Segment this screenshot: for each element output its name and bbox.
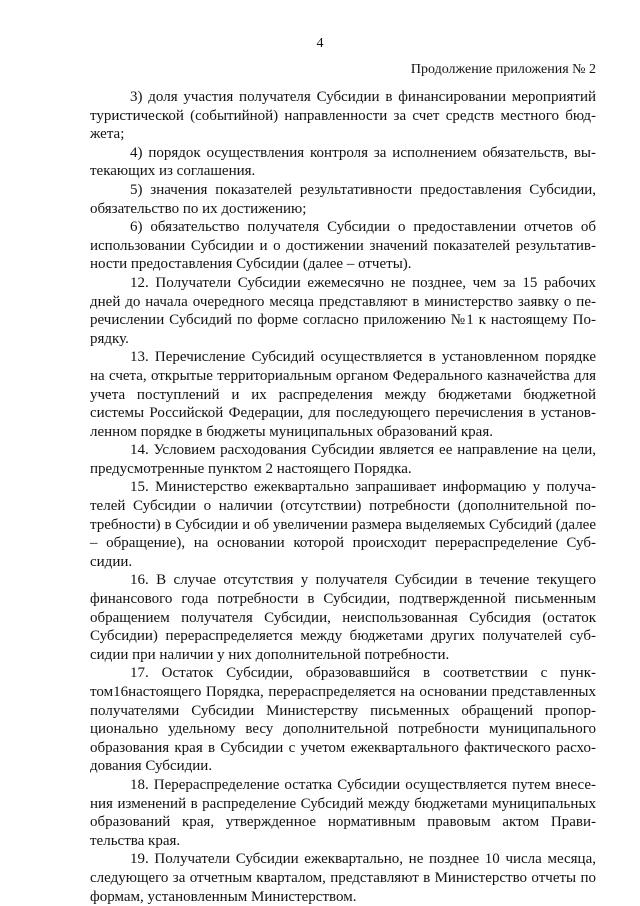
document-body bbox=[90, 88, 596, 906]
appendix-continuation-label: Продолжение приложения № 2 bbox=[410, 62, 596, 77]
paragraph-clause-18: 18. Перераспределение остатка Субсидии осуществляется путем внесения изменений в распределение Субсидий между бюджетами муниципальных образований края, утвержденное нормативным правовым актом Правительства края. bbox=[90, 776, 596, 849]
paragraph-clause-19: 19. Получатели Субсидии ежеквартально, не позднее 10 числа месяца, следующего за отчетным кварталом, представляют в Министерство отчеты по формам, установленным Министерством. bbox=[90, 851, 596, 905]
paragraph-item-3: 3) доля участия получателя Субсидии в финансировании мероприятий туристической (событийной) направленности за счет средств местного бюджета; bbox=[90, 89, 596, 143]
paragraph-item-6: 6) обязательство получателя Субсидии о предоставлении отчетов об использовании Субсидии и о достижении значений показателей результативности предоставления Субсидии (далее – отчеты). bbox=[90, 219, 596, 273]
page-number: 4 bbox=[316, 36, 324, 51]
paragraph-clause-13: 13. Перечисление Субсидий осуществляется в установленном порядке на счета, открытые территориальным органом Федерального казначейства для учета поступлений и их распределения между бюджетами бюджетной системы Российской Федерации, для последующего перечисления в установленном порядке в бюджеты муниципальных образований края. bbox=[90, 349, 596, 440]
paragraph-clause-15: 15. Министерство ежеквартально запрашивает информацию у получателей Субсидии о наличии (отсутствии) потребности (дополнительной потребности) в Субсидии и об увеличении размера выделяемых Субсидий (далее – обращение), на основании которой происходит перераспределение Субсидии. bbox=[90, 479, 596, 570]
paragraph-item-5: 5) значения показателей результативности предоставления Субсидии, обязательство по их достижению; bbox=[90, 181, 596, 217]
paragraph-clause-17: 17. Остаток Субсидии, образовавшийся в соответствии с пунктом16настоящего Порядка, перераспределяется на основании представленных получателями Субсидии Министерству письменных обращений пропорционально удельному весу дополнительной потребности муниципального образования края в Субсидии с учетом ежеквартального фактического расходования Субсидии. bbox=[90, 665, 596, 775]
paragraph-clause-14: 14. Условием расходования Субсидии является ее направление на цели, предусмотренные пунктом 2 настоящего Порядка. bbox=[90, 442, 596, 477]
paragraph-clause-12: 12. Получатели Субсидии ежемесячно не позднее, чем за 15 рабочих дней до начала очередного месяца представляют в министерство заявку о перечислении Субсидий по форме согласно приложению №1 к настоящему Порядку. bbox=[90, 274, 596, 347]
paragraph-item-4: 4) порядок осуществления контроля за исполнением обязательств, вытекающих из соглашения. bbox=[90, 144, 596, 180]
paragraph-clause-16: 16. В случае отсутствия у получателя Субсидии в течение текущего финансового года потребности в Субсидии, подтвержденной письменным обращением получателя Субсидии, неиспользованная Субсидия (остаток Субсидии) перераспределяется между бюджетами других получателей субсидии при наличии у них дополнительной потребности. bbox=[90, 572, 596, 663]
